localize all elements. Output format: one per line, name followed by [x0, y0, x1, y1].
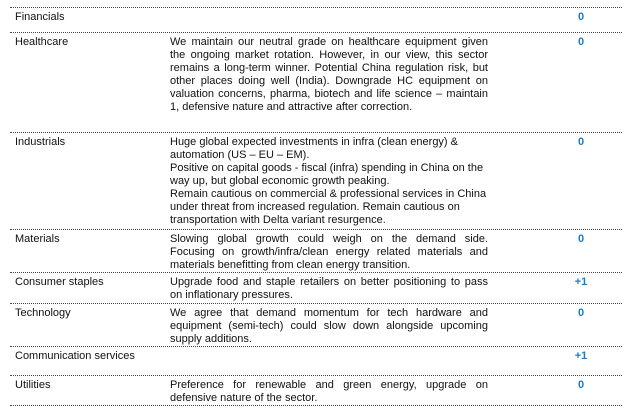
table-row	[10, 230, 622, 273]
table-row	[10, 376, 622, 406]
sector-rating-value: 0	[577, 307, 585, 319]
sector-name: Technology	[15, 307, 71, 319]
sector-comment	[170, 273, 540, 303]
sector-name: Consumer staples	[15, 276, 104, 288]
sector-name: Industrials	[15, 136, 66, 148]
comment-paragraph: Positive on capital goods - fiscal (infra) spending in China on the way up, but global economic growth peaking.	[170, 162, 484, 187]
sector-name: Communication services	[15, 350, 135, 362]
comment-paragraph: Huge global expected investments in infra (clean energy) & automation (US – EU – EM).	[170, 136, 458, 161]
sector-name: Materials	[15, 233, 60, 245]
table-row	[10, 33, 622, 133]
comment-paragraph: We agree that demand momentum for tech hardware and equipment (semi-tech) could slow down alongside upcoming supply additions.	[170, 307, 488, 345]
sector-rating-value: 0	[577, 36, 585, 48]
sector-comment	[170, 33, 540, 132]
sector-comment	[170, 347, 540, 375]
sector-rating-value: +1	[574, 276, 588, 288]
table-row	[10, 304, 622, 347]
sector-rating-value: 0	[577, 136, 585, 148]
comment-paragraph: We maintain our neutral grade on healthcare equipment given the ongoing market rotation. However, in our view, this sector remains a long-term winner. Potential China regulation risk, but other places doing well (India). Downgrade HC equipment on valuation concerns, pharma, biotech and life science – maintain 1, defensive nature and attractive after correction.	[170, 36, 488, 113]
sector-comment	[170, 8, 540, 32]
sector-ratings-table	[10, 7, 622, 406]
sector-rating-value: 0	[577, 233, 585, 245]
table-row	[10, 273, 622, 304]
sector-name: Financials	[15, 11, 65, 23]
sector-rating-value: 0	[577, 11, 585, 23]
table-row	[10, 8, 622, 33]
comment-paragraph: Slowing global growth could weigh on the demand side. Focusing on growth/infra/clean energy related materials and materials benefitting from clean energy transition.	[170, 233, 488, 271]
sector-comment	[170, 304, 540, 346]
sector-rating-value: +1	[574, 350, 588, 362]
comment-paragraph: Upgrade food and staple retailers on better positioning to pass on inflationary pressures.	[170, 276, 488, 301]
comment-paragraph: Preference for renewable and green energy, upgrade on defensive nature of the sector.	[170, 379, 488, 404]
sector-comment	[170, 133, 540, 229]
sector-comment	[170, 230, 540, 272]
comment-paragraph: Remain cautious on commercial & professional services in China under threat from increased regulation. Remain cautious on transportation with Delta variant resurgence.	[170, 188, 487, 226]
sector-comment	[170, 376, 540, 405]
table-row	[10, 347, 622, 376]
sector-name: Utilities	[15, 379, 51, 391]
sector-rating-value: 0	[577, 379, 585, 391]
table-row	[10, 133, 622, 230]
sector-name: Healthcare	[15, 36, 69, 48]
